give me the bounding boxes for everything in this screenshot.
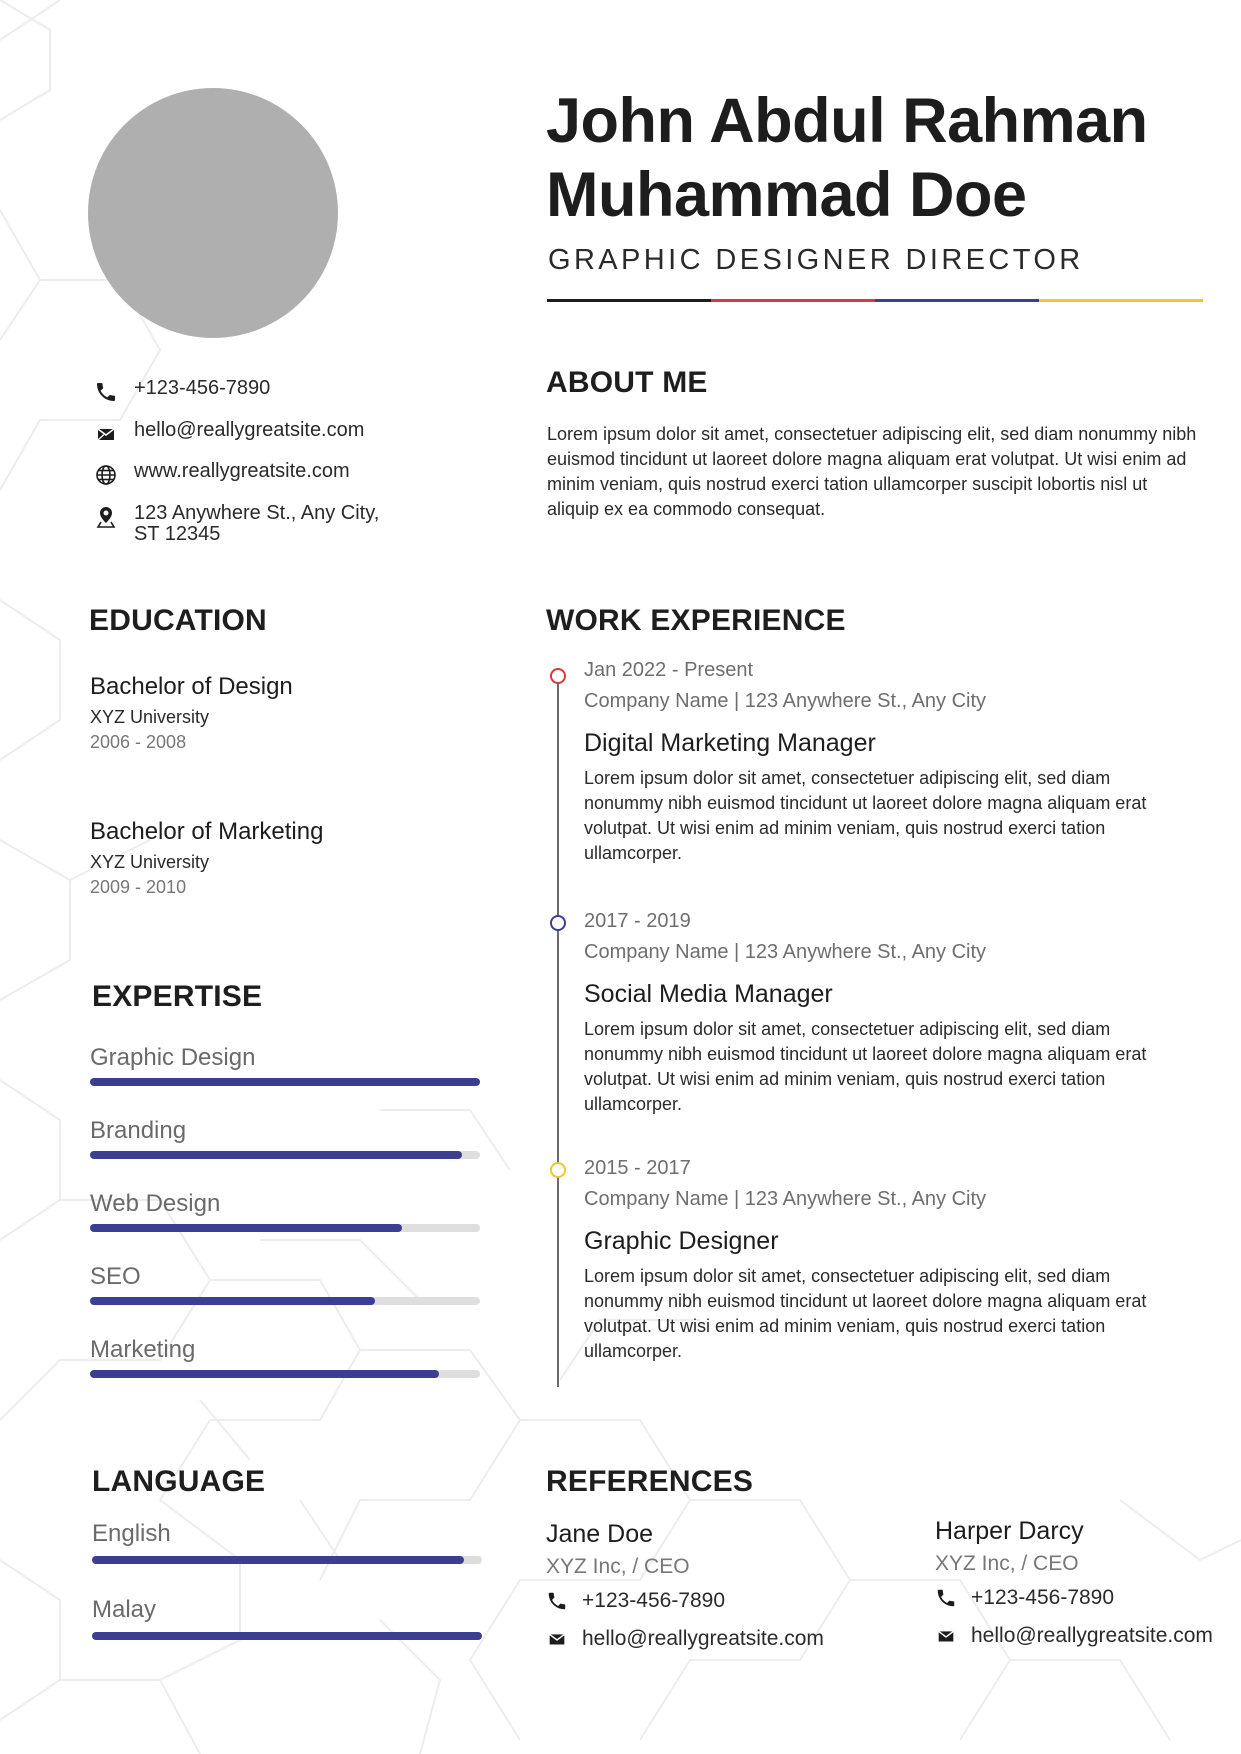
- reference-email-text: hello@reallygreatsite.com: [971, 1624, 1213, 1647]
- reference-role: XYZ Inc, / CEO: [546, 1555, 690, 1578]
- job-company: Company Name | 123 Anywhere St., Any City: [584, 690, 987, 712]
- skill-label: Graphic Design: [90, 1044, 256, 1071]
- language-bar-track: [92, 1556, 482, 1564]
- language-bar-fill: [92, 1556, 464, 1564]
- education-years: 2006 - 2008: [90, 732, 187, 752]
- references-heading: REFERENCES: [546, 1465, 754, 1498]
- name-line-1: John Abdul Rahman: [546, 86, 1148, 156]
- job-date: Jan 2022 - Present: [584, 659, 753, 681]
- work-experience-heading: WORK EXPERIENCE: [546, 604, 846, 637]
- location-pin-icon: [94, 505, 118, 529]
- job-date: 2015 - 2017: [584, 1157, 691, 1179]
- phone-text: +123-456-7890: [134, 377, 271, 399]
- language-bar-track: [92, 1632, 482, 1640]
- contact-email: [94, 420, 414, 446]
- contact-address: [94, 503, 414, 545]
- skill-bar-fill: [90, 1370, 439, 1378]
- education-years: 2009 - 2010: [90, 877, 187, 897]
- rule-segment-yellow: [1039, 299, 1203, 302]
- skill-label: Web Design: [90, 1190, 221, 1217]
- rule-segment-blue: [875, 299, 1039, 302]
- reference-email-text: hello@reallygreatsite.com: [582, 1627, 824, 1650]
- skill-bar-fill: [90, 1297, 375, 1305]
- skill-bar-track: [90, 1224, 480, 1232]
- education-heading: EDUCATION: [89, 604, 267, 637]
- reference-role: XYZ Inc, / CEO: [935, 1552, 1079, 1575]
- mail-icon: [94, 422, 118, 446]
- reference-email: [546, 1627, 824, 1651]
- education-degree: Bachelor of Design: [90, 673, 293, 700]
- about-text: Lorem ipsum dolor sit amet, consectetuer adipiscing elit, sed diam nonummy nibh euismod tincidunt ut laoreet dolore magna aliquam erat volutpat. Ut wisi enim ad minim veniam, quis nostrud exerci tation ullamcorper suscipit lobortis nisl ut aliquip ex ea commodo consequat.: [547, 424, 1197, 519]
- job-description: Lorem ipsum dolor sit amet, consectetuer adipiscing elit, sed diam nonummy nibh euismod tincidunt ut laoreet dolore magna aliquam erat volutpat. Ut wisi enim ad minim veniam, quis nostrud exerci tation ullamcorper.: [584, 768, 1147, 863]
- phone-icon: [546, 1590, 568, 1612]
- education-school: XYZ University: [90, 852, 210, 872]
- skill-label: Branding: [90, 1117, 187, 1144]
- address-line-2: ST 12345: [134, 523, 221, 545]
- timeline-dot: [550, 1162, 566, 1178]
- timeline-dot: [550, 668, 566, 684]
- skill-bar-track: [90, 1151, 480, 1159]
- name-line-2: Muhammad Doe: [546, 160, 1027, 230]
- skill-bar-track: [90, 1078, 480, 1086]
- job-company: Company Name | 123 Anywhere St., Any City: [584, 1188, 987, 1210]
- job-description: Lorem ipsum dolor sit amet, consectetuer adipiscing elit, sed diam nonummy nibh euismod tincidunt ut laoreet dolore magna aliquam erat volutpat. Ut wisi enim ad minim veniam, quis nostrud exerci tation ullamcorper.: [584, 1266, 1147, 1361]
- reference-name: Harper Darcy: [935, 1517, 1084, 1545]
- email-text: hello@reallygreatsite.com: [134, 419, 365, 441]
- skill-item: [90, 1117, 480, 1159]
- language-bar-fill: [92, 1632, 482, 1640]
- skill-item: [90, 1190, 480, 1232]
- skill-item: [90, 1263, 480, 1305]
- expertise-heading: EXPERTISE: [92, 980, 263, 1013]
- website-text: www.reallygreatsite.com: [134, 460, 350, 482]
- job-role: Social Media Manager: [584, 980, 833, 1008]
- job-role: Digital Marketing Manager: [584, 729, 876, 757]
- skill-bar-track: [90, 1370, 480, 1378]
- reference-email: [935, 1624, 1213, 1648]
- language-heading: LANGUAGE: [92, 1465, 266, 1498]
- education-item: [90, 818, 323, 898]
- profile-photo-placeholder: [88, 88, 338, 338]
- reference-phone-text: +123-456-7890: [582, 1589, 726, 1612]
- skill-bar-fill: [90, 1151, 462, 1159]
- address-line-1: 123 Anywhere St., Any City,: [134, 502, 380, 524]
- skill-item: [90, 1044, 480, 1086]
- contact-website: [94, 461, 414, 487]
- reference-card: [546, 1520, 824, 1651]
- education-item: [90, 673, 293, 753]
- about-heading: ABOUT ME: [546, 366, 708, 399]
- reference-phone: [935, 1586, 1213, 1610]
- skill-label: Marketing: [90, 1336, 196, 1363]
- language-label: English: [92, 1520, 171, 1547]
- reference-name: Jane Doe: [546, 1520, 654, 1548]
- address-text: [134, 503, 414, 545]
- reference-phone: [546, 1589, 824, 1613]
- timeline-line: [557, 679, 559, 1387]
- full-name: [546, 84, 1206, 232]
- skill-label: SEO: [90, 1263, 141, 1290]
- phone-icon: [935, 1587, 957, 1609]
- accent-color-rule: [547, 299, 1203, 302]
- phone-icon: [94, 380, 118, 404]
- skill-item: [90, 1336, 480, 1378]
- mail-icon: [546, 1628, 568, 1650]
- mail-icon: [935, 1625, 957, 1647]
- globe-icon: [94, 463, 118, 487]
- job-entry: [584, 910, 1174, 1117]
- job-entry: [584, 1157, 1174, 1364]
- skill-bar-track: [90, 1297, 480, 1305]
- job-entry: [584, 659, 1174, 866]
- job-company: Company Name | 123 Anywhere St., Any City: [584, 941, 987, 963]
- reference-phone-text: +123-456-7890: [971, 1586, 1115, 1609]
- rule-segment-dark: [547, 299, 711, 302]
- job-title: GRAPHIC DESIGNER DIRECTOR: [548, 244, 1084, 276]
- skill-bar-fill: [90, 1224, 402, 1232]
- rule-segment-red: [711, 299, 875, 302]
- education-degree: Bachelor of Marketing: [90, 818, 324, 845]
- job-description: Lorem ipsum dolor sit amet, consectetuer adipiscing elit, sed diam nonummy nibh euismod tincidunt ut laoreet dolore magna aliquam erat volutpat. Ut wisi enim ad minim veniam, quis nostrud exerci tation ullamcorper.: [584, 1019, 1147, 1114]
- timeline-dot: [550, 915, 566, 931]
- job-role: Graphic Designer: [584, 1227, 779, 1255]
- contact-phone: [94, 378, 414, 404]
- job-date: 2017 - 2019: [584, 910, 691, 932]
- language-item: [92, 1596, 482, 1640]
- skill-bar-fill: [90, 1078, 480, 1086]
- language-label: Malay: [92, 1596, 157, 1623]
- education-school: XYZ University: [90, 707, 210, 727]
- reference-card: [935, 1517, 1213, 1648]
- language-item: [92, 1520, 482, 1564]
